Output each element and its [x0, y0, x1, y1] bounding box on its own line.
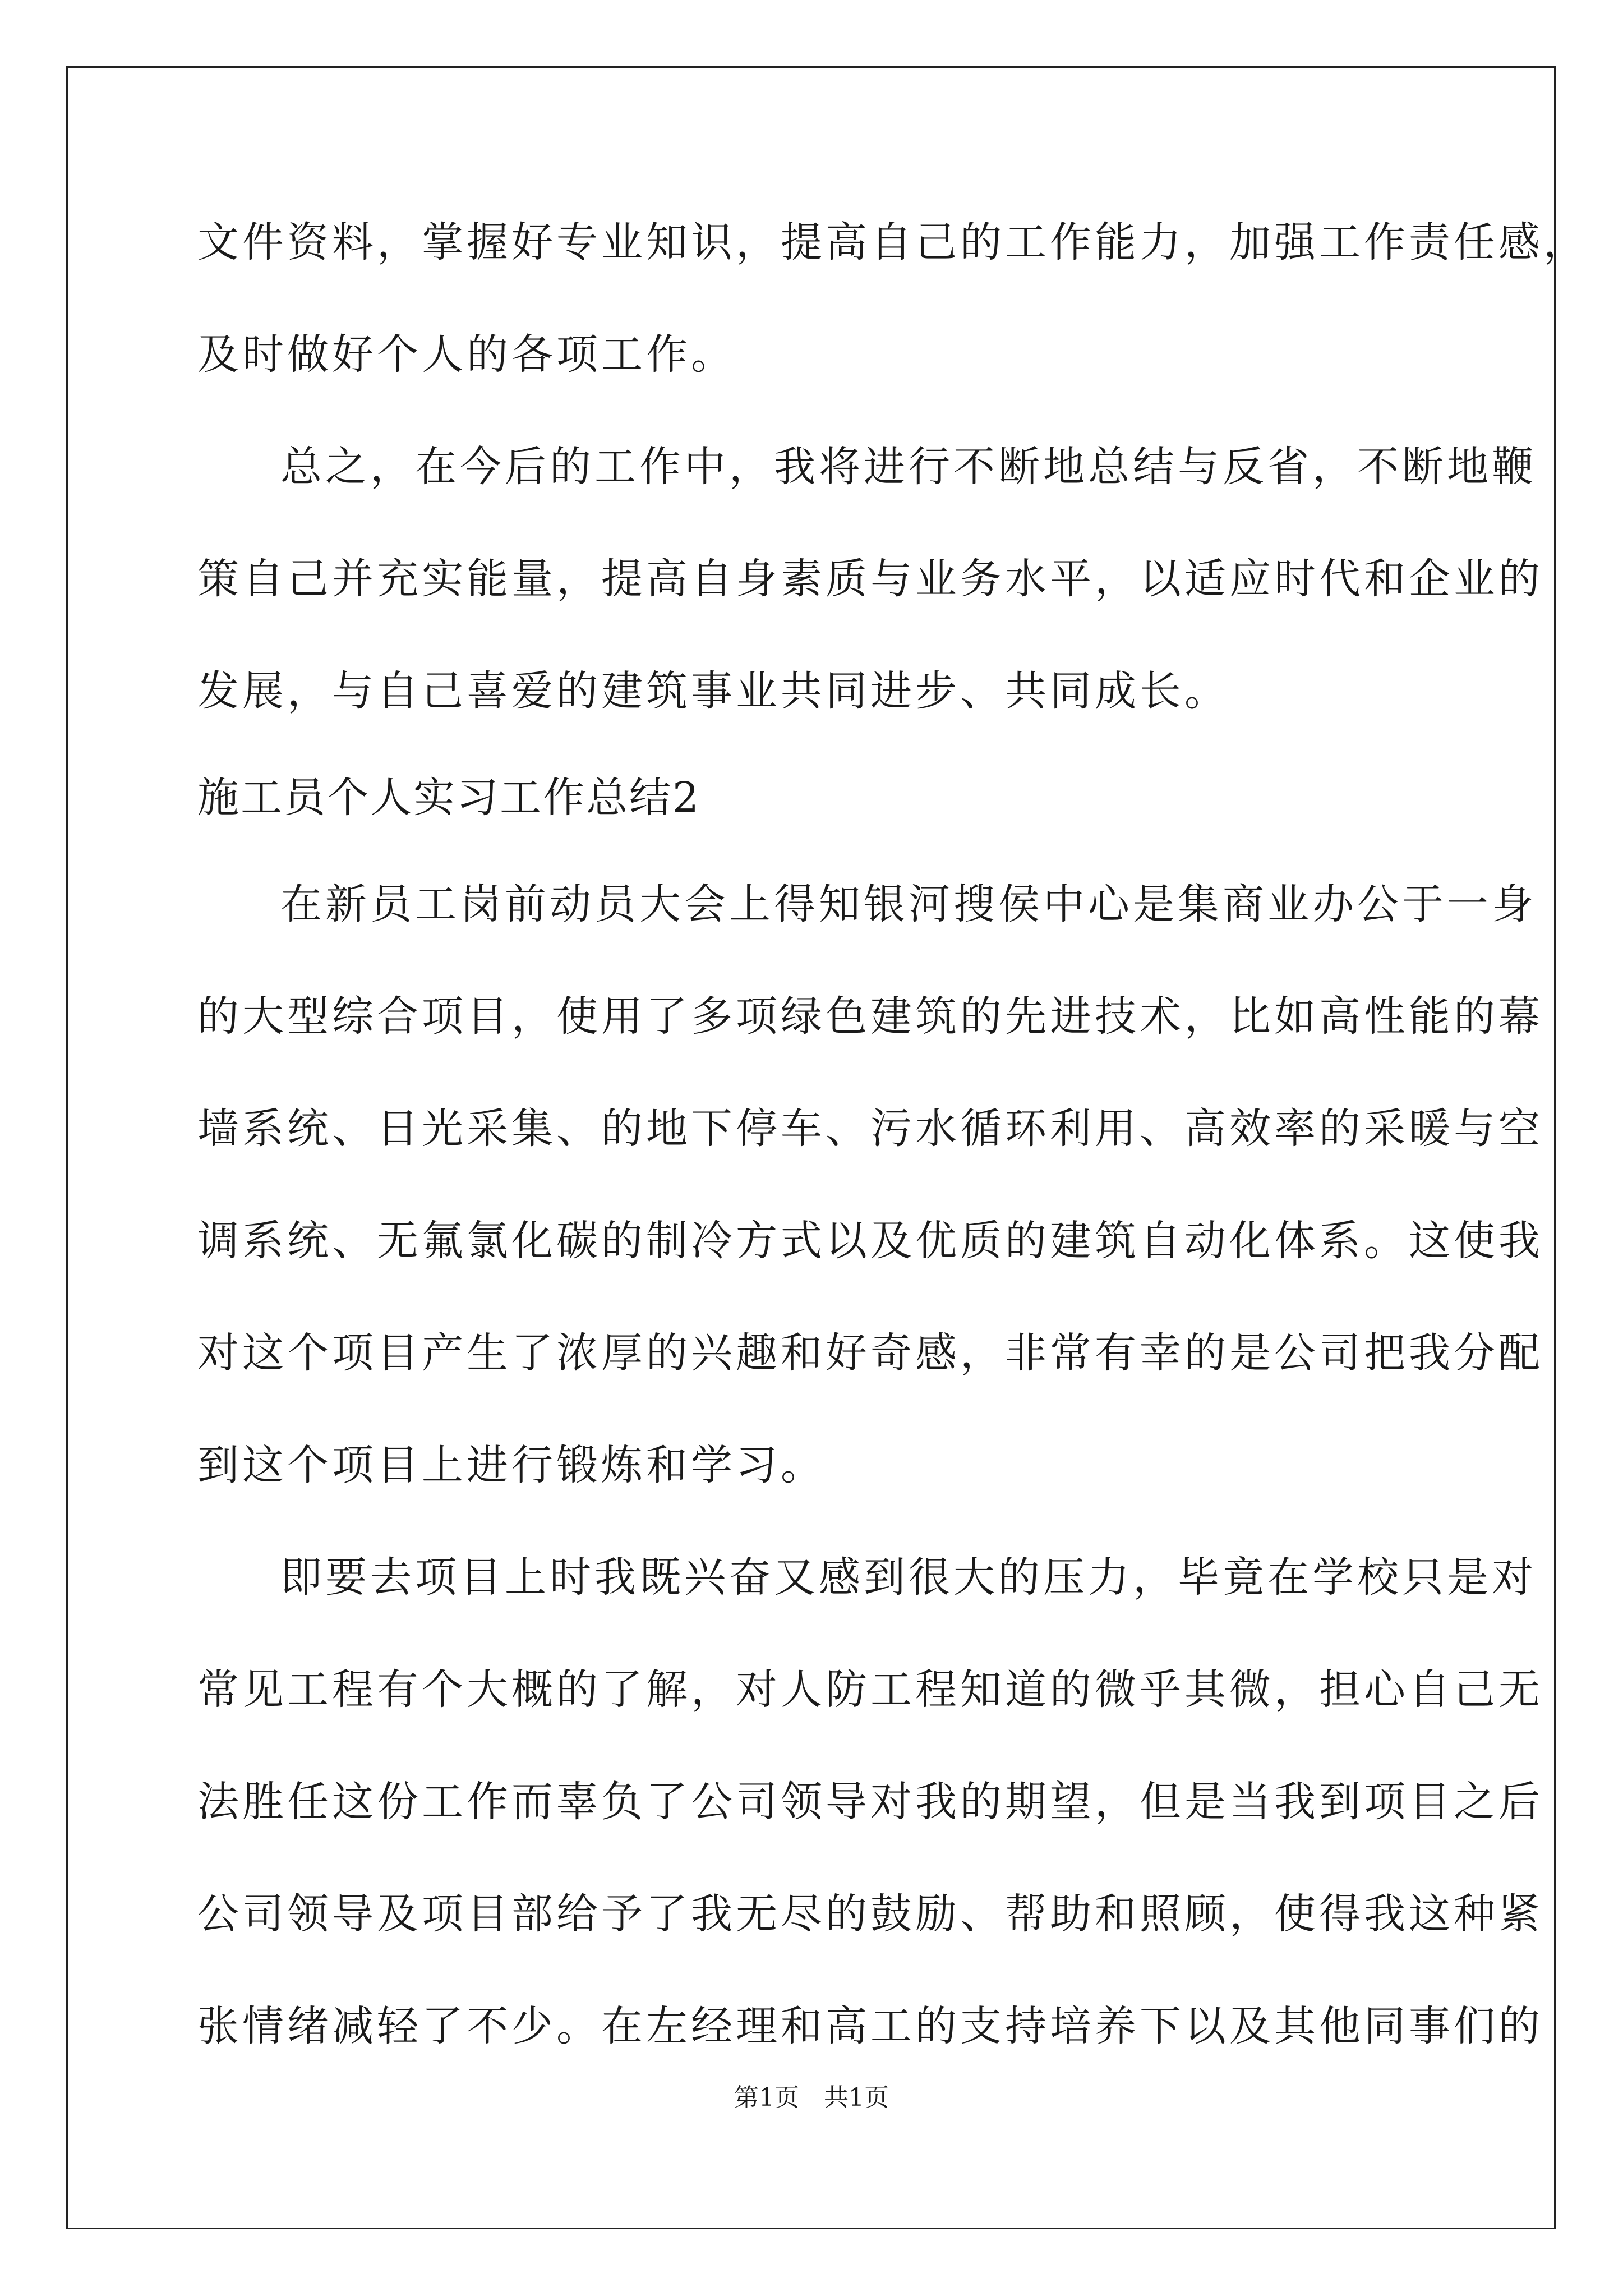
text-line: 公司领导及项目部给予了我无尽的鼓励、帮助和照顾，使得我这种紧	[197, 1890, 1543, 1938]
text-line: 发展，与自己喜爱的建筑事业共同进步、共同成长。	[197, 667, 1229, 715]
text-line: 常见工程有个大概的了解，对人防工程知道的微乎其微，担心自己无	[197, 1665, 1543, 1714]
text-line: 张情绪减轻了不少。在左经理和高工的支持培养下以及其他同事们的	[197, 2002, 1543, 2050]
text-line: 墙系统、日光采集、的地下停车、污水循环利用、高效率的采暖与空	[197, 1105, 1543, 1153]
section-heading: 施工员个人实习工作总结2	[197, 774, 701, 822]
text-line: 到这个项目上进行锻炼和学习。	[197, 1441, 826, 1489]
paragraph-first-line: 在新员工岗前动员大会上得知银河搜侯中心是集商业办公于一身	[280, 880, 1537, 928]
text-line: 文件资料，掌握好专业知识，提高自己的工作能力，加强工作责任感，	[197, 218, 1588, 266]
text-line: 法胜任这份工作而辜负了公司领导对我的期望，但是当我到项目之后	[197, 1778, 1543, 1826]
text-line: 的大型综合项目，使用了多项绿色建筑的先进技术，比如高性能的幕	[197, 992, 1543, 1041]
paragraph-first-line: 总之，在今后的工作中，我将进行不断地总结与反省，不断地鞭	[280, 443, 1537, 491]
text-line: 及时做好个人的各项工作。	[197, 330, 736, 379]
text-line: 调系统、无氟氯化碳的制冷方式以及优质的建筑自动化体系。这使我	[197, 1217, 1543, 1265]
paragraph-first-line: 即要去项目上时我既兴奋又感到很大的压力，毕竟在学校只是对	[280, 1553, 1537, 1602]
text-line: 对这个项目产生了浓厚的兴趣和好奇感，非常有幸的是公司把我分配	[197, 1329, 1543, 1377]
page-number: 第1页 共1页	[734, 2083, 889, 2112]
text-line: 策自己并充实能量，提高自身素质与业务水平，以适应时代和企业的	[197, 555, 1543, 603]
